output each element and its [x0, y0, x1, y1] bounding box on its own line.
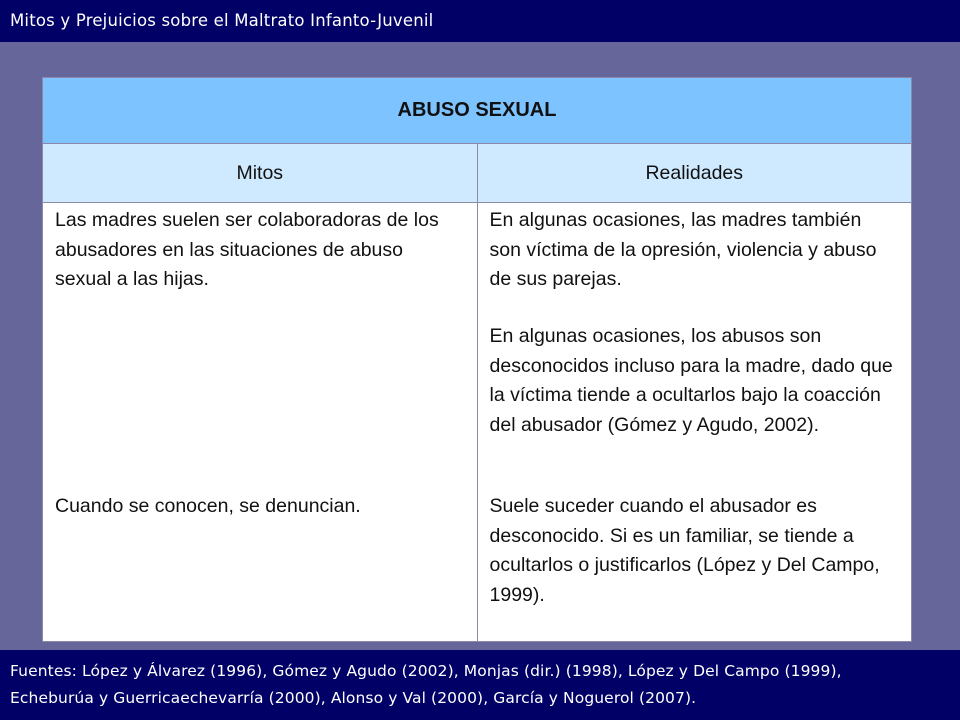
- table-title: ABUSO SEXUAL: [43, 78, 912, 144]
- reality-text-1: En algunas ocasiones, las madres también son víctima de la opresión, violencia y abuso de sus parejas.: [489, 209, 877, 290]
- myths-table: [42, 77, 912, 642]
- realidades-cell: [477, 203, 912, 642]
- table-header-row: [43, 144, 912, 203]
- slide-title: Mitos y Prejuicios sobre el Maltrato Infanto-Juvenil: [10, 11, 434, 30]
- table-body-row: [43, 203, 912, 642]
- myth-text-2: Cuando se conocen, se denuncian.: [55, 495, 361, 517]
- reality-text-2: En algunas ocasiones, los abusos son desconocidos incluso para la madre, dado que la víctima tiende a ocultarlos bajo la coacción del abusador (Gómez y Agudo, 2002).: [489, 325, 893, 436]
- sources-footer: [0, 650, 960, 720]
- sources-line-1: Fuentes: López y Álvarez (1996), Gómez y Agudo (2002), Monjas (dir.) (1998), López y Del Campo (1999),: [10, 662, 842, 680]
- column-header-realidades: Realidades: [477, 144, 912, 203]
- slide-header: [0, 0, 960, 42]
- mitos-cell: [43, 203, 478, 642]
- myth-text-1: Las madres suelen ser colaboradoras de los abusadores en las situaciones de abuso sexual a las hijas.: [55, 209, 439, 290]
- table-title-row: [43, 78, 912, 144]
- column-header-mitos: Mitos: [43, 144, 478, 203]
- sources-line-2: Echeburúa y Guerricaechevarría (2000), Alonso y Val (2000), García y Noguerol (2007).: [10, 689, 697, 707]
- reality-text-3: Suele suceder cuando el abusador es desconocido. Si es un familiar, se tiende a ocultarlos o justificarlos (López y Del Campo, 1999).: [489, 495, 880, 606]
